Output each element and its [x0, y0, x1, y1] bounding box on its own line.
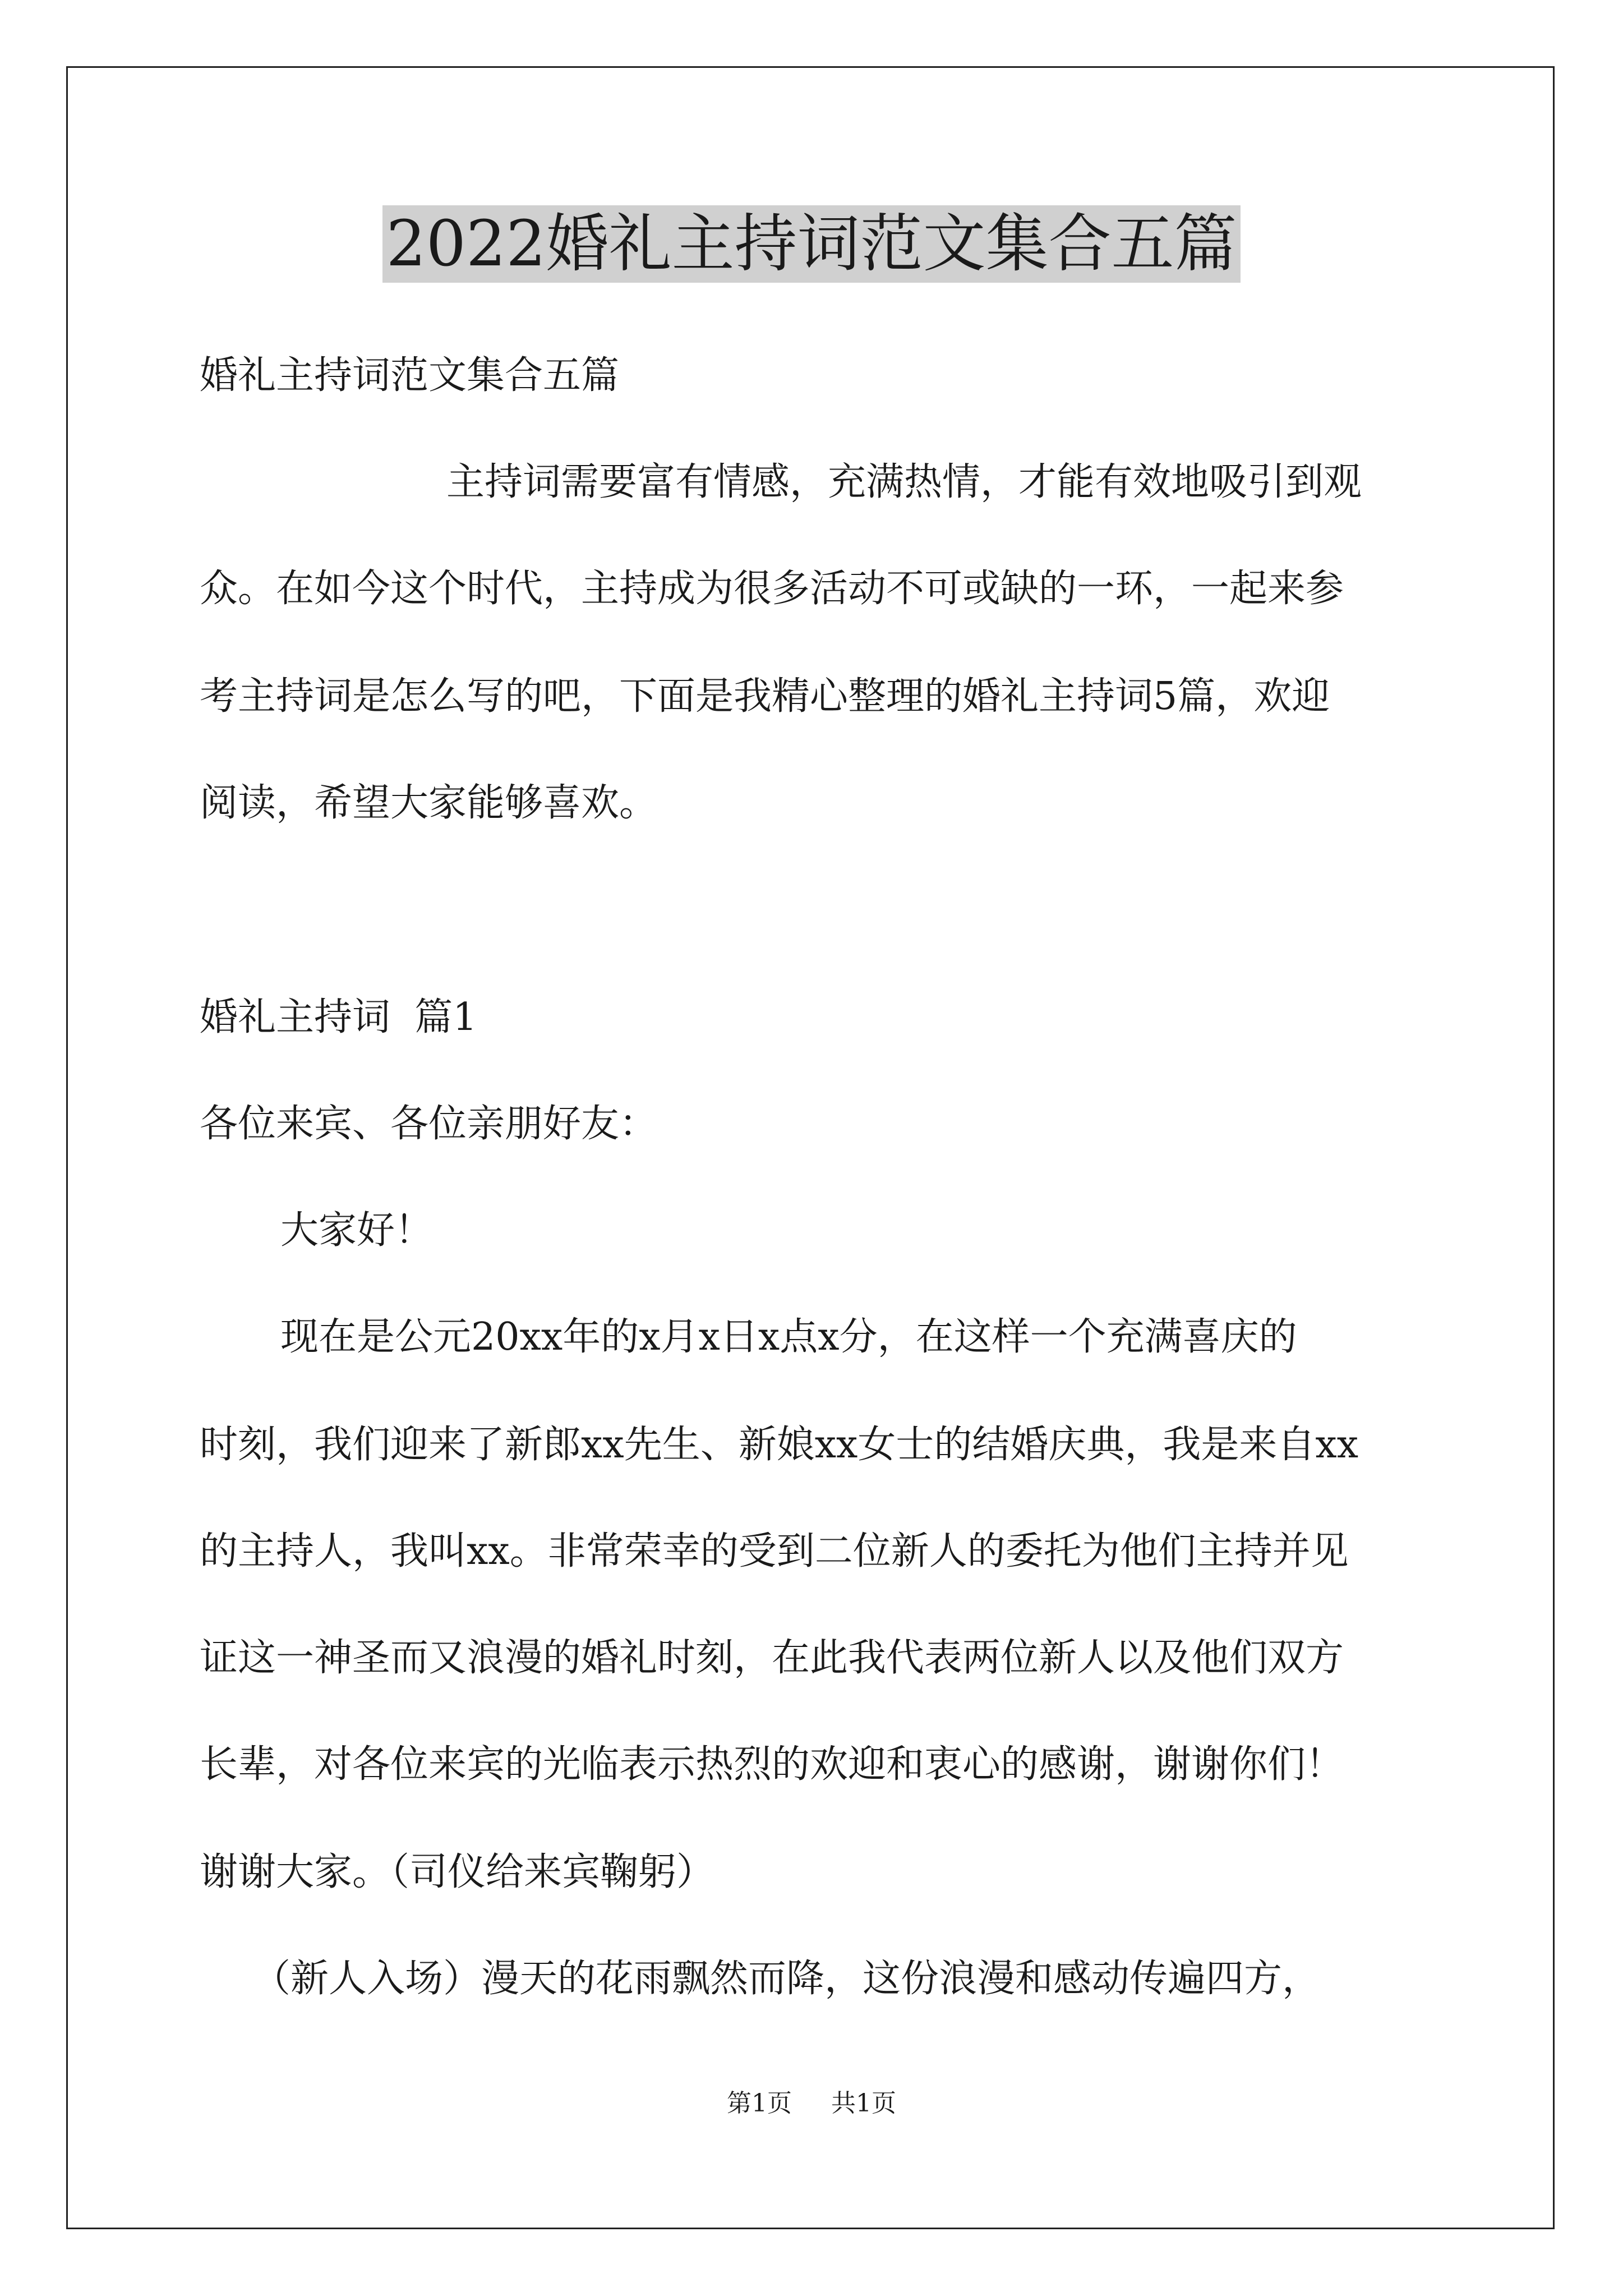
document-title — [0, 202, 1623, 286]
intro-line-2: 众。在如今这个时代，主持成为很多活动不可或缺的一环，一起来参 — [200, 567, 1344, 611]
page-total: 共1页 — [831, 2089, 896, 2118]
page-number: 第1页 — [727, 2089, 792, 2118]
greeting: 大家好！ — [280, 1208, 434, 1253]
body-line-6: 谢谢大家。（司仪给来宾鞠躬） — [200, 1850, 715, 1894]
intro-line-1: 主持词需要富有情感，充满热情，才能有效地吸引到观 — [446, 460, 1362, 504]
document-title-text: 2022婚礼主持词范文集合五篇 — [382, 205, 1240, 283]
body-line-3: 的主持人，我叫xx。非常荣幸的受到二位新人的委托为他们主持并见 — [200, 1529, 1349, 1573]
body-line-7: （新人入场）漫天的花雨飘然而降，这份浪漫和感动传遍四方， — [252, 1957, 1321, 2001]
body-line-2: 时刻，我们迎来了新郎xx先生、新娘xx女士的结婚庆典，我是来自xx — [200, 1423, 1359, 1467]
body-line-1: 现在是公元20xx年的x月x日x点x分，在这样一个充满喜庆的 — [280, 1315, 1297, 1359]
page-footer — [0, 2087, 1623, 2120]
intro-line-3: 考主持词是怎么写的吧，下面是我精心整理的婚礼主持词5篇，欢迎 — [200, 674, 1330, 719]
salutation: 各位来宾、各位亲朋好友： — [200, 1102, 658, 1146]
document-subtitle: 婚礼主持词范文集合五篇 — [200, 353, 620, 398]
body-line-5: 长辈，对各位来宾的光临表示热烈的欢迎和衷心的感谢，谢谢你们！ — [200, 1742, 1344, 1787]
intro-line-4: 阅读，希望大家能够喜欢。 — [200, 781, 658, 825]
section-heading: 婚礼主持词 篇1 — [200, 995, 477, 1039]
body-line-4: 证这一神圣而又浪漫的婚礼时刻，在此我代表两位新人以及他们双方 — [200, 1636, 1344, 1680]
